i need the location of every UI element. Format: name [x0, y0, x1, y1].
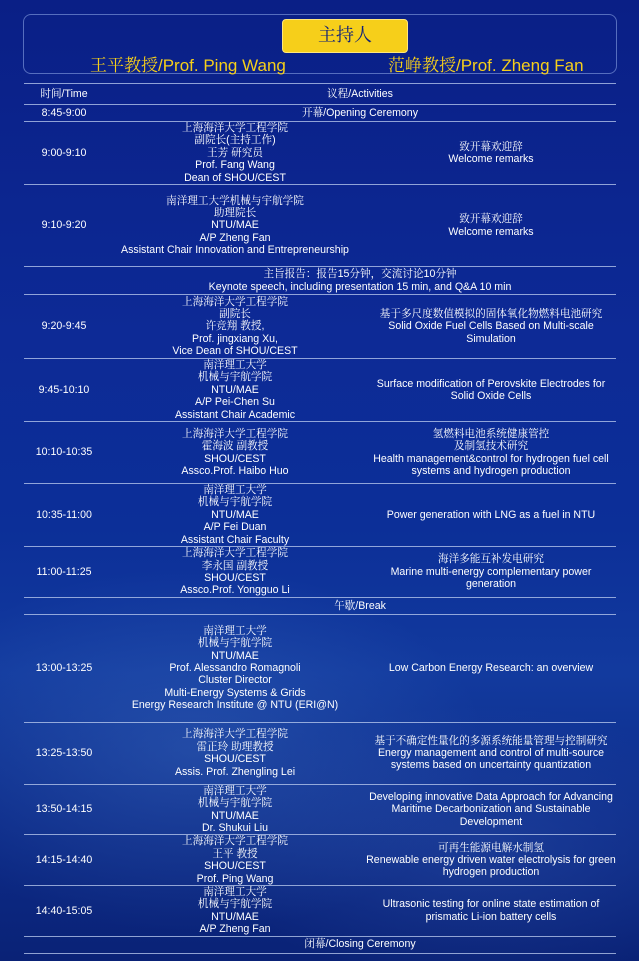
- activity-line: 及制氢技术研究: [453, 440, 529, 453]
- agenda-time: [24, 267, 104, 295]
- speaker-line: 助理院长: [213, 206, 257, 219]
- agenda-row: [24, 295, 616, 359]
- agenda-time: 13:00-13:25: [24, 614, 104, 722]
- speaker-line: Dean of SHOU/CEST: [184, 171, 286, 184]
- speaker-line: Multi-Energy Systems & Grids: [164, 686, 306, 699]
- activity-line: Energy management and control of multi-source systems based on uncertainty quantization: [377, 747, 605, 772]
- agenda-session-row: [24, 597, 616, 614]
- speaker-line: 机械与宇航学院: [197, 898, 273, 911]
- speaker-line: NTU/MAE: [211, 910, 259, 923]
- agenda-row: [24, 614, 616, 722]
- agenda-row: [24, 122, 616, 185]
- speaker-line: Cluster Director: [198, 674, 272, 687]
- agenda-activity: [366, 295, 616, 359]
- session-title-line: 开幕/Opening Ceremony: [302, 106, 418, 119]
- speaker-line: 副院长(主持工作): [194, 134, 276, 147]
- speaker-line: Dr. Shukui Liu: [202, 821, 268, 834]
- agenda-speaker: [104, 484, 366, 547]
- speaker-line: Prof. Alessandro Romagnoli: [169, 662, 301, 675]
- agenda-activity: [366, 784, 616, 835]
- session-title-line: Keynote speech, including presentation 15 min, and Q&A 10 min: [208, 280, 512, 293]
- agenda-row: [24, 185, 616, 267]
- speaker-line: 上海海洋大学工程学院: [182, 427, 288, 440]
- agenda-time: 14:15-14:40: [24, 835, 104, 886]
- activity-line: Low Carbon Energy Research: an overview: [388, 662, 594, 675]
- agenda-activity: [366, 547, 616, 598]
- speaker-line: 上海海洋大学工程学院: [182, 295, 288, 308]
- agenda-session-row: [24, 936, 616, 953]
- agenda-time: 9:00-9:10: [24, 122, 104, 185]
- speaker-line: Assco.Prof. Haibo Huo: [181, 464, 289, 477]
- header-activities: 议程/Activities: [104, 84, 616, 105]
- agenda-row: [24, 784, 616, 835]
- session-title: [104, 597, 616, 614]
- speaker-line: 机械与宇航学院: [197, 496, 273, 509]
- activity-line: 基于不确定性量化的多源系统能量管理与控制研究: [374, 734, 608, 747]
- agenda-activity: [366, 359, 616, 422]
- agenda-row: [24, 484, 616, 547]
- agenda-speaker: [104, 547, 366, 598]
- speaker-line: NTU/MAE: [211, 809, 259, 822]
- speaker-line: 南洋理工大学: [203, 359, 267, 372]
- speaker-line: Prof. Ping Wang: [196, 872, 274, 885]
- speaker-line: 机械与宇航学院: [197, 637, 273, 650]
- speaker-line: NTU/MAE: [211, 383, 259, 396]
- host-title: 主持人: [282, 19, 408, 53]
- agenda-time: [24, 597, 104, 614]
- activity-line: Marine multi-energy complementary power generation: [390, 565, 592, 591]
- session-title-line: 主旨报告：报告15分钟，交流讨论10分钟: [263, 268, 457, 281]
- agenda-body: [24, 105, 616, 954]
- speaker-line: Assistant Chair Innovation and Entrepreneurship: [121, 244, 349, 257]
- agenda-speaker: [104, 784, 366, 835]
- agenda-row: [24, 835, 616, 886]
- agenda-time: 13:25-13:50: [24, 722, 104, 784]
- agenda-speaker: [104, 885, 366, 936]
- speaker-line: 王平 教授: [212, 847, 258, 860]
- session-title-line: 午歇/Break: [334, 599, 386, 612]
- host-name-right: 范峥教授/Prof. Zheng Fan: [388, 56, 584, 75]
- activity-line: 致开幕欢迎辞: [459, 140, 523, 153]
- agenda-time: 14:40-15:05: [24, 885, 104, 936]
- agenda-time: 10:10-10:35: [24, 422, 104, 484]
- speaker-line: 南洋理工大学: [203, 484, 267, 497]
- host-panel: [23, 14, 617, 74]
- activity-line: Renewable energy driven water electrolysis for green hydrogen production: [366, 853, 616, 879]
- activity-line: Health management&control for hydrogen fuel cell systems and hydrogen production: [373, 452, 609, 477]
- agenda-time: 11:00-11:25: [24, 547, 104, 598]
- activity-line: 基于多尺度数值模拟的固体氧化物燃料电池研究: [379, 307, 603, 320]
- speaker-line: 许竞翔 教授,: [205, 320, 265, 333]
- speaker-line: 机械与宇航学院: [197, 797, 273, 810]
- speaker-line: SHOU/CEST: [204, 753, 266, 766]
- agenda-time: 13:50-14:15: [24, 784, 104, 835]
- activity-line: 海洋多能互补发电研究: [438, 553, 544, 566]
- speaker-line: SHOU/CEST: [204, 452, 266, 465]
- activity-line: Power generation with LNG as a fuel in NTU: [386, 508, 596, 521]
- speaker-line: A/P Pei-Chen Su: [195, 396, 275, 409]
- activity-line: 可再生能源电解水制氢: [438, 841, 544, 854]
- session-title: [104, 105, 616, 122]
- agenda-activity: [366, 484, 616, 547]
- speaker-line: SHOU/CEST: [204, 571, 266, 584]
- agenda-row: [24, 359, 616, 422]
- agenda-speaker: [104, 614, 366, 722]
- agenda-speaker: [104, 422, 366, 484]
- speaker-line: 王芳 研究员: [207, 146, 263, 159]
- speaker-line: SHOU/CEST: [204, 860, 266, 873]
- activity-line: 致开幕欢迎辞: [459, 213, 523, 226]
- speaker-line: Prof. jingxiang Xu,: [192, 332, 278, 345]
- activity-line: Surface modification of Perovskite Electrodes for Solid Oxide Cells: [376, 377, 606, 403]
- activity-line: Welcome remarks: [448, 225, 534, 238]
- speaker-line: 李永国 副教授: [201, 559, 269, 572]
- activity-line: Solid Oxide Fuel Cells Based on Multi-scale Simulation: [388, 320, 594, 345]
- speaker-line: 南洋理工大学: [203, 885, 267, 898]
- agenda-session-row: [24, 105, 616, 122]
- speaker-line: A/P Fei Duan: [203, 521, 267, 534]
- speaker-line: Vice Dean of SHOU/CEST: [172, 345, 298, 358]
- agenda-header-row: [24, 84, 616, 105]
- speaker-line: 副院长: [219, 307, 251, 320]
- speaker-line: NTU/MAE: [211, 508, 259, 521]
- agenda-activity: [366, 122, 616, 185]
- agenda-time: 9:45-10:10: [24, 359, 104, 422]
- speaker-line: Assistant Chair Academic: [174, 408, 296, 421]
- agenda-row: [24, 547, 616, 598]
- session-title-line: 闭幕/Closing Ceremony: [304, 938, 416, 951]
- agenda-speaker: [104, 359, 366, 422]
- speaker-line: A/P Zheng Fan: [199, 923, 271, 936]
- speaker-line: Assistant Chair Faculty: [180, 533, 290, 546]
- speaker-line: A/P Zheng Fan: [199, 231, 271, 244]
- speaker-line: 上海海洋大学工程学院: [182, 835, 288, 848]
- agenda-activity: [366, 835, 616, 886]
- agenda-activity: [366, 722, 616, 784]
- speaker-line: 南洋理工大学: [203, 784, 267, 797]
- speaker-line: 雷正玲 助理教授: [196, 740, 274, 753]
- agenda-time: [24, 936, 104, 953]
- speaker-line: Energy Research Institute @ NTU (ERI@N): [131, 699, 339, 712]
- agenda-speaker: [104, 122, 366, 185]
- activity-line: 氢燃料电池系统健康管控: [432, 427, 550, 440]
- speaker-line: 上海海洋大学工程学院: [182, 122, 288, 134]
- header-time: 时间/Time: [24, 84, 104, 105]
- activity-line: Developing innovative Data Approach for Advancing Maritime Decarbonization and Sustainable Development: [369, 790, 613, 828]
- speaker-line: 上海海洋大学工程学院: [182, 728, 288, 741]
- agenda-activity: [366, 422, 616, 484]
- agenda-activity: [366, 885, 616, 936]
- agenda-speaker: [104, 295, 366, 359]
- session-title: [104, 267, 616, 295]
- agenda-time: 8:45-9:00: [24, 105, 104, 122]
- agenda-speaker: [104, 185, 366, 267]
- speaker-line: 南洋理工大学机械与宇航学院: [166, 194, 304, 207]
- agenda-speaker: [104, 722, 366, 784]
- agenda-row: [24, 422, 616, 484]
- agenda-row: [24, 722, 616, 784]
- speaker-line: 霍海波 副教授: [201, 440, 269, 453]
- agenda-activity: [366, 614, 616, 722]
- speaker-line: Assis. Prof. Zhengling Lei: [174, 765, 296, 778]
- agenda-time: 10:35-11:00: [24, 484, 104, 547]
- speaker-line: NTU/MAE: [211, 219, 259, 232]
- host-name-left: 王平教授/Prof. Ping Wang: [90, 56, 286, 75]
- speaker-line: NTU/MAE: [211, 649, 259, 662]
- agenda-time: 9:20-9:45: [24, 295, 104, 359]
- agenda-session-row: [24, 267, 616, 295]
- speaker-line: Assco.Prof. Yongguo Li: [180, 584, 290, 597]
- speaker-line: 上海海洋大学工程学院: [182, 547, 288, 560]
- activity-line: Welcome remarks: [448, 153, 534, 166]
- session-title: [104, 936, 616, 953]
- agenda-activity: [366, 185, 616, 267]
- agenda-row: [24, 885, 616, 936]
- agenda-speaker: [104, 835, 366, 886]
- agenda-time: 9:10-9:20: [24, 185, 104, 267]
- speaker-line: Prof. Fang Wang: [195, 159, 275, 172]
- agenda-table: [24, 83, 616, 954]
- activity-line: Ultrasonic testing for online state estimation of prismatic Li-ion battery cells: [382, 898, 600, 923]
- speaker-line: 机械与宇航学院: [197, 371, 273, 384]
- speaker-line: 南洋理工大学: [203, 624, 267, 637]
